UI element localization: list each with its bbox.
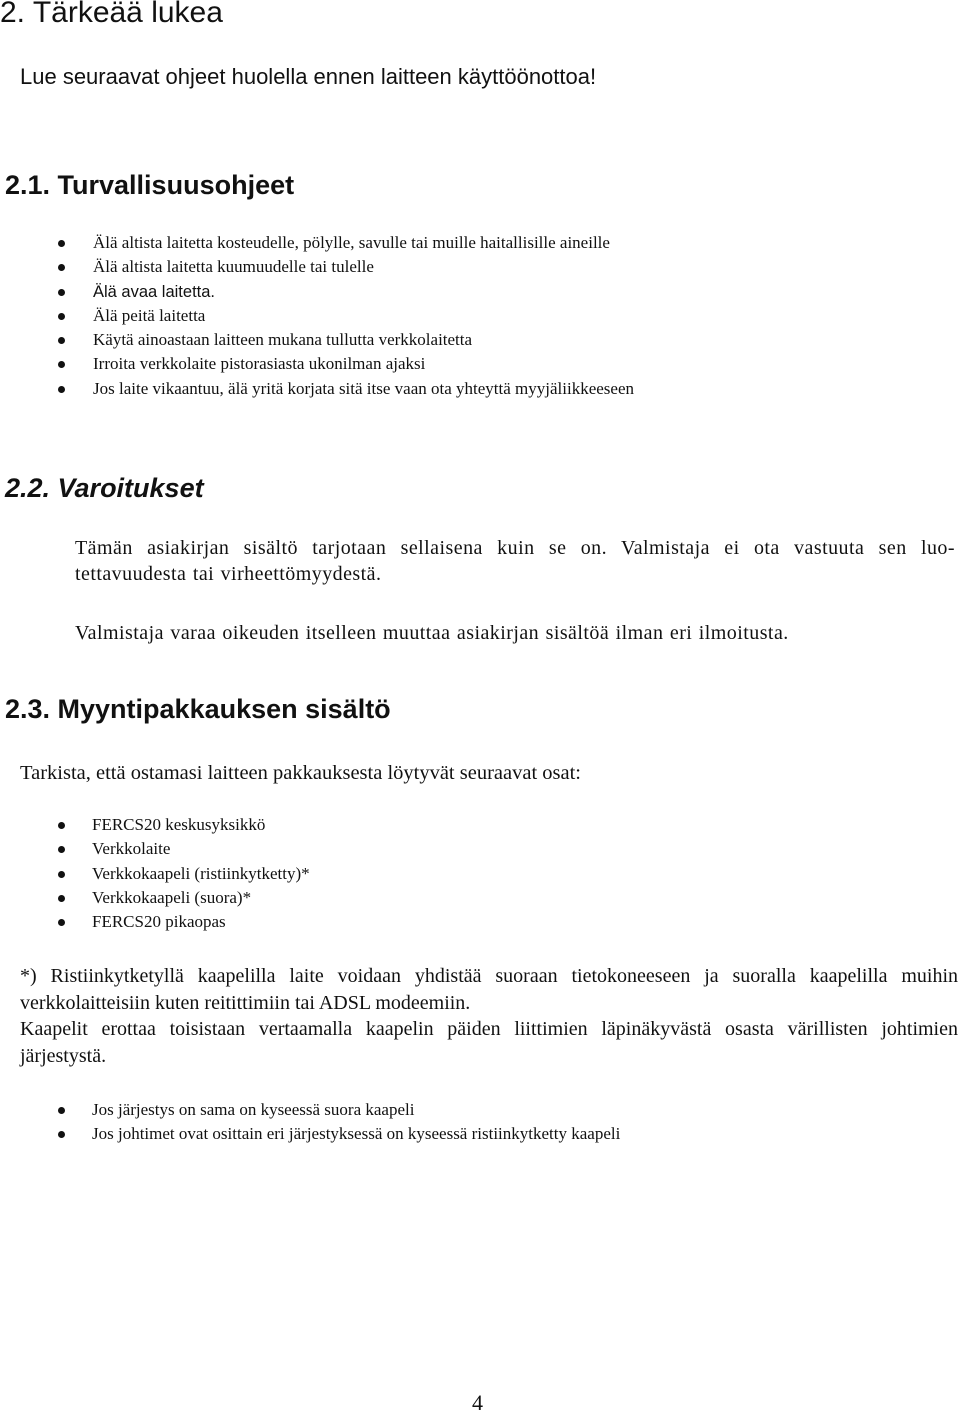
section-2-3-title: 2.3. Myyntipakkauksen sisältö [5,694,391,724]
disclaimer-paragraph: Tämän asiakirjan sisältö tarjotaan sellaisena kuin se on. Valmistaja ei ota vastuuta sen luo-tettavuudesta tai virheettömyydestä. [75,537,955,585]
list-item: Irroita verkkolaite pistorasiasta ukonilman ajaksi [0,352,960,376]
list-item: Käytä ainoastaan laitteen mukana tullutta verkkolaitetta [0,328,960,352]
bullet-icon [58,240,65,247]
list-item: Jos järjestys on sama on kyseessä suora kaapeli [0,1098,960,1122]
bullet-icon [58,895,65,902]
bullet-icon [58,386,65,393]
list-item: Verkkolaite [0,837,960,861]
section-2-2-title: 2.2. Varoitukset [5,473,204,503]
bullet-icon [58,919,65,926]
bullet-icon [58,1107,65,1114]
list-item: Älä altista laitetta kosteudelle, pölylle, savulle tai muille haitallisille aineille [0,231,960,255]
section-2-1-title: 2.1. Turvallisuusohjeet [5,170,295,200]
bullet-icon [58,337,65,344]
package-contents-list [0,813,960,934]
bullet-icon [58,289,65,296]
list-item: Verkkokaapeli (ristiinkytketty)* [0,862,960,886]
bullet-icon [58,871,65,878]
intro-text: Lue seuraavat ohjeet huolella ennen laitteen käyttöönottoa! [20,64,597,89]
list-item: Älä avaa laitetta. [0,280,960,304]
cable-rules-list [0,1098,960,1147]
list-item: Jos laite vikaantuu, älä yritä korjata sitä itse vaan ota yhteyttä myyjäliikkeeseen [0,377,960,401]
bullet-icon [58,822,65,829]
package-check-text: Tarkista, että ostamasi laitteen pakkauksesta löytyvät seuraavat osat: [20,762,581,784]
list-item: Älä altista laitetta kuumuudelle tai tulelle [0,255,960,279]
cable-note-paragraph: *) Ristiinkytketyllä kaapelilla laite voidaan yhdistää suoraan tietokoneeseen ja suoralla kaapelilla muihin verkkolaitteisiin kuten reitittimiin tai ADSL modeemiin. [20,965,958,1014]
page-number: 4 [472,1390,483,1415]
bullet-icon [58,1131,65,1138]
bullet-icon [58,264,65,271]
bullet-icon [58,361,65,368]
list-item: Verkkokaapeli (suora)* [0,886,960,910]
safety-list [0,231,960,401]
list-item: FERCS20 pikaopas [0,910,960,934]
list-item: Jos johtimet ovat osittain eri järjestyksessä on kyseessä ristiinkytketty kaapeli [0,1122,960,1146]
rights-paragraph: Valmistaja varaa oikeuden itselleen muuttaa asiakirjan sisältöä ilman eri ilmoitusta. [75,622,789,644]
cable-compare-paragraph: Kaapelit erottaa toisistaan vertaamalla kaapelin päiden liittimien läpinäkyvästä osasta värillisten johtimien järjestystä. [20,1018,958,1067]
list-item: Älä peitä laitetta [0,304,960,328]
section-title: 2. Tärkeää lukea [0,0,223,29]
bullet-icon [58,313,65,320]
bullet-icon [58,846,65,853]
list-item: FERCS20 keskusyksikkö [0,813,960,837]
